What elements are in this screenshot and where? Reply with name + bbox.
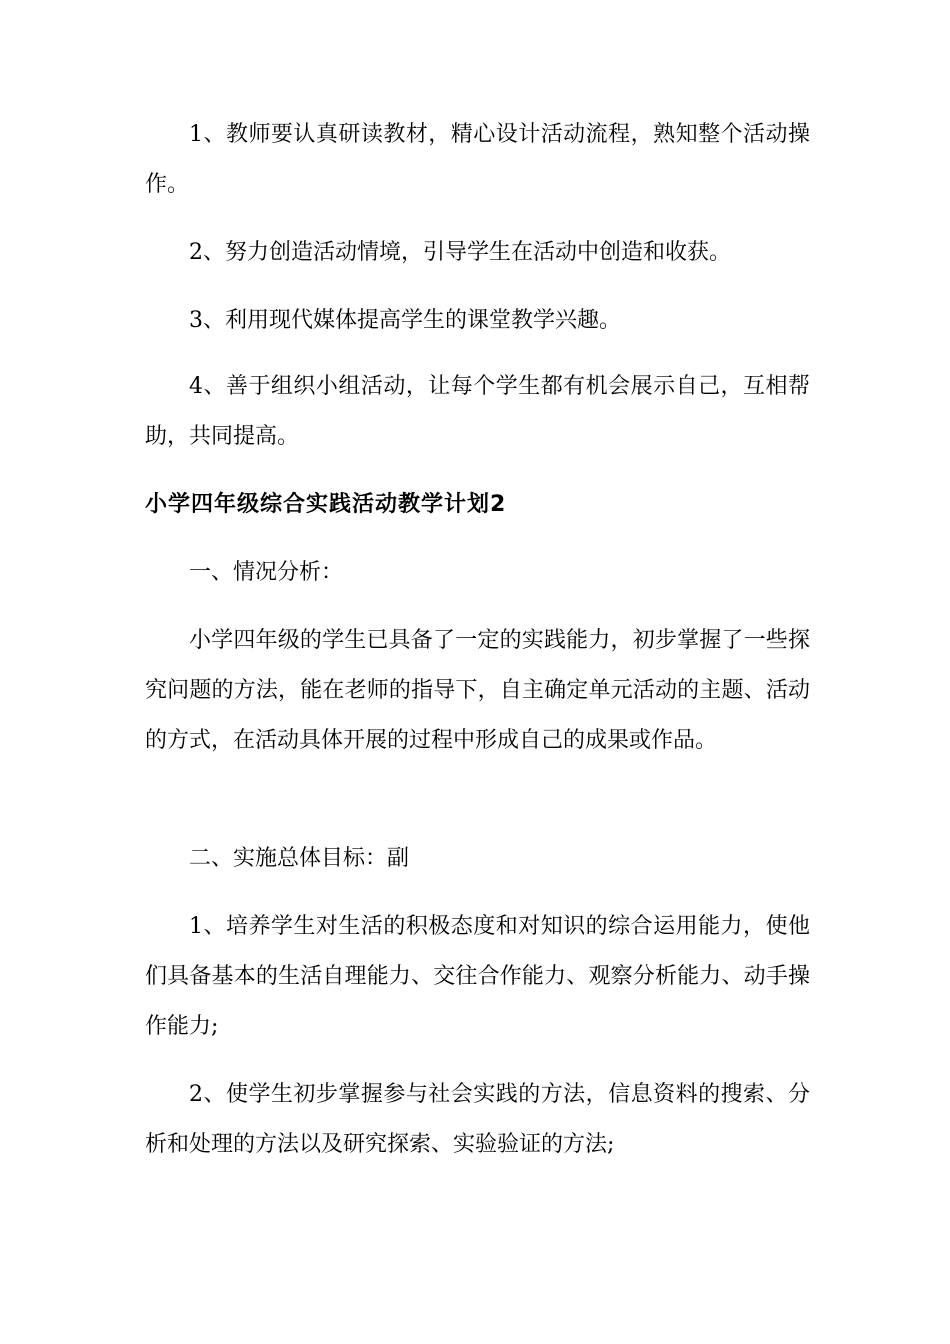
section-title-overall-goals: 二、实施总体目标：副 [189, 846, 410, 871]
paragraph-goal-1: 1、培养学生对生活的积极态度和对知识的综合运用能力，使他们具备基本的生活自理能力、交往合作能力、观察分析能力、动手操作能力; [145, 914, 810, 1039]
section-heading: 小学四年级综合实践活动教学计划2 [145, 492, 507, 517]
paragraph-situation-analysis: 小学四年级的学生已具备了一定的实践能力，初步掌握了一些探究问题的方法，能在老师的指导下，自主确定单元活动的主题、活动的方式，在活动具体开展的过程中形成自己的成果或作品。 [145, 628, 810, 753]
section-title-situation-analysis: 一、情况分析： [189, 560, 344, 585]
paragraph-group-activities: 4、善于组织小组活动，让每个学生都有机会展示自己，互相帮助，共同提高。 [145, 374, 810, 449]
paragraph-goal-2: 2、使学生初步掌握参与社会实践的方法，信息资料的搜索、分析和处理的方法以及研究探索、实验验证的方法; [145, 1082, 810, 1157]
paragraph-modern-media: 3、利用现代媒体提高学生的课堂教学兴趣。 [189, 308, 621, 333]
paragraph-teacher-preparation: 1、教师要认真研读教材，精心设计活动流程，熟知整个活动操作。 [145, 122, 810, 197]
paragraph-activity-situation: 2、努力创造活动情境，引导学生在活动中创造和收获。 [189, 240, 731, 265]
